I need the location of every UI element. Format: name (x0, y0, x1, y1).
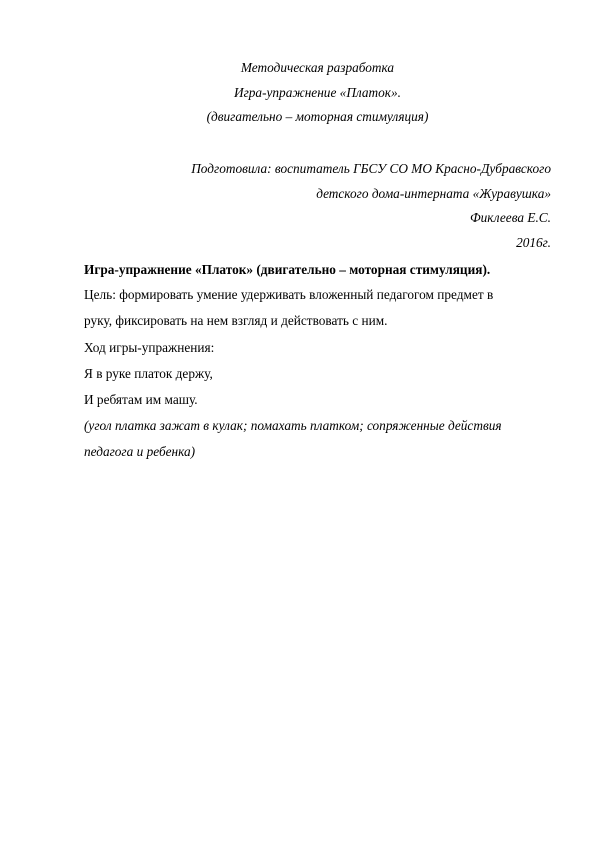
author-name: Фиклеева Е.С. (469, 210, 551, 225)
instruction-note-line-2: педагога и ребенка) (84, 444, 196, 459)
progress-heading: Ход игры-упражнения: (84, 340, 215, 355)
game-title-heading: Игра-упражнение «Платок». (233, 85, 401, 100)
instruction-note-line-1: (угол платка зажат в кулак; помахать платком; сопряженные действия (84, 418, 502, 433)
goal-line-2: руку, фиксировать на нем взгляд и действовать с ним. (84, 313, 388, 328)
verse-line-2: И ребятам им машу. (84, 392, 198, 407)
author-institution: детского дома-интерната «Журавушка» (316, 186, 551, 201)
verse-line-1: Я в руке платок держу, (84, 366, 213, 381)
game-subtitle-heading: (двигательно – моторная стимуляция) (206, 109, 429, 124)
goal-line-1: Цель: формировать умение удерживать вложенный педагогом предмет в (84, 287, 494, 302)
author-position: Подготовила: воспитатель ГБСУ СО МО Красно-Дубравского (191, 161, 551, 176)
body-title: Игра-упражнение «Платок» (двигательно – моторная стимуляция). (84, 262, 491, 277)
doc-type-heading: Методическая разработка (240, 60, 395, 75)
document-year: 2016г. (516, 235, 551, 250)
